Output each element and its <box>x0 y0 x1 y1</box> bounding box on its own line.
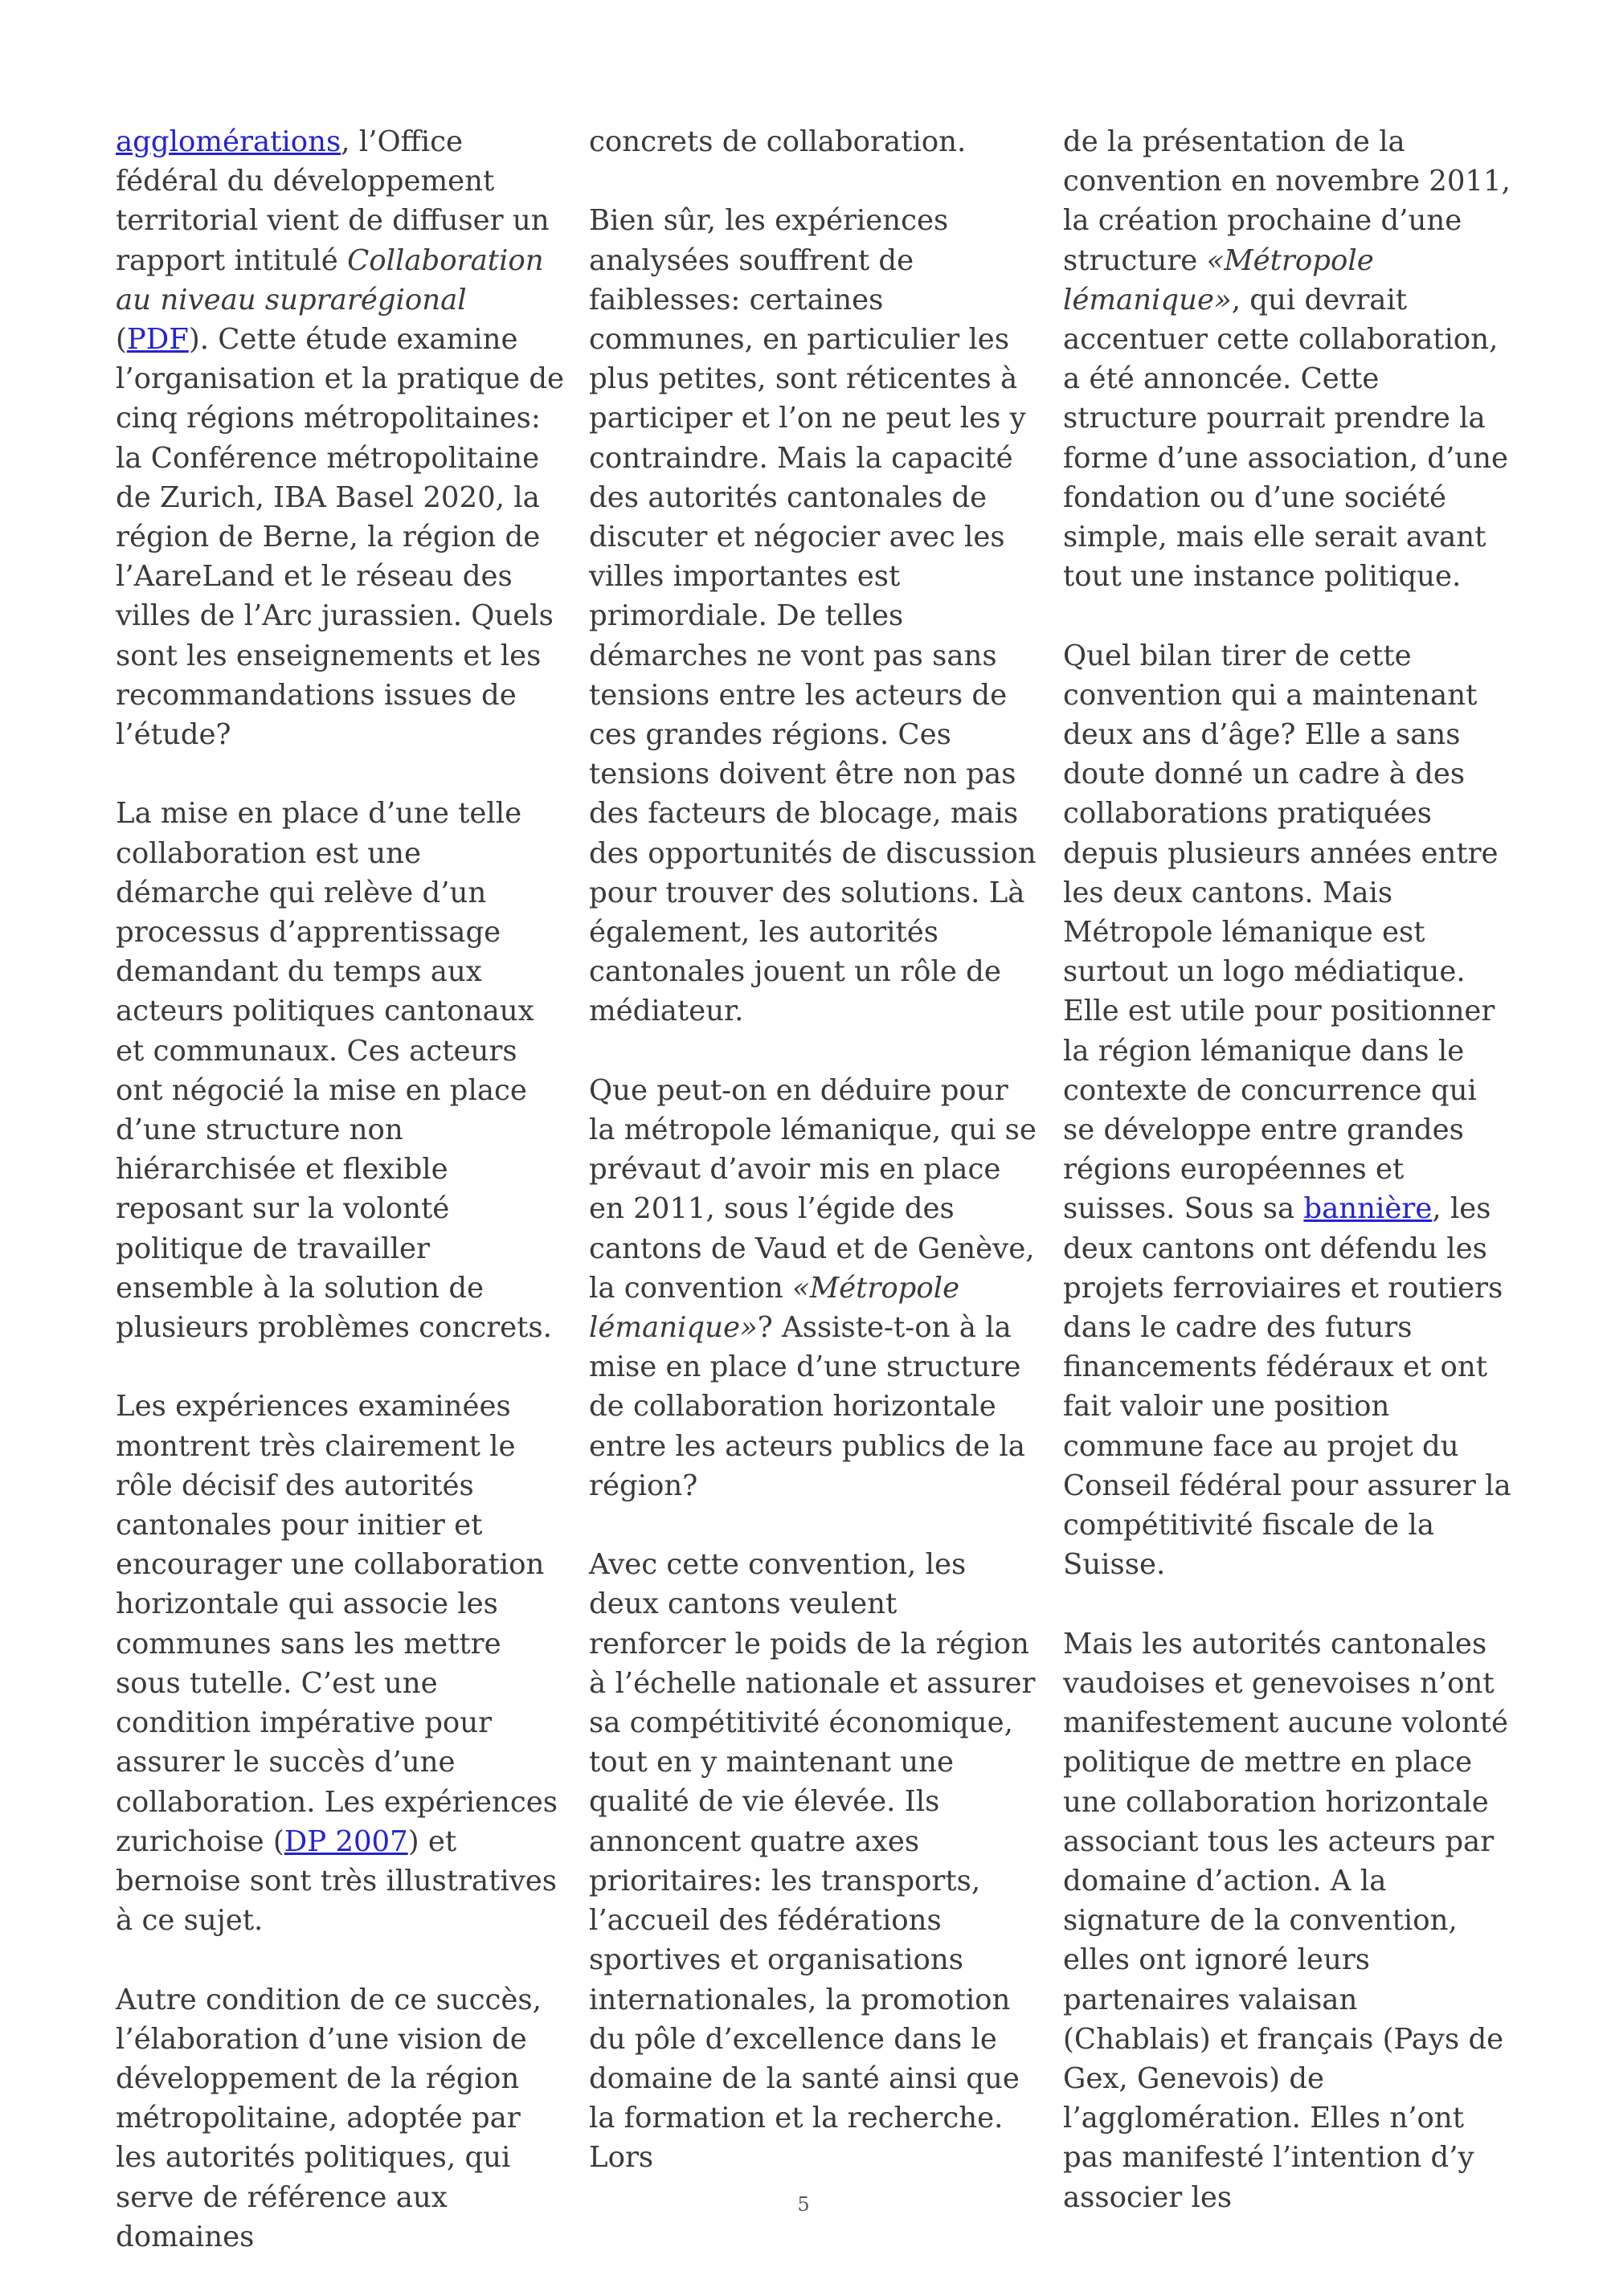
text-run: , qui devrait accentuer cette collaboration, a été annoncée. Cette structure pourrait prendre la forme d’une association, d’une fondation ou d’une société simple, mais elle serait avant tout une instance politique. <box>1063 283 1509 594</box>
text-run: , les deux cantons ont défendu les projets ferroviaires et routiers dans le cadre des futurs financements fédéraux et ont fait valoir une position commune face au projet du Conseil fédéral pour assurer la compétitivité fiscale de la Suisse. <box>1063 1192 1511 1582</box>
text-run: Bien sûr, les expériences analysées souffrent de faiblesses: certaines communes, en particulier les plus petites, sont réticentes à participer et l’on ne peut les y contraindre. Mais la capacité des autorités cantonales de discuter et négocier avec les villes importantes est primordiale. De telles démarches ne vont pas sans tensions entre les acteurs de ces grandes régions. Ces tensions doivent être non pas des facteurs de blocage, mais des opportunités de discussion pour trouver des solutions. Là également, les autorités cantonales jouent un rôle de médiateur. <box>589 204 1037 1028</box>
italic-text: «Métropole lémanique» <box>1063 243 1374 317</box>
paragraph <box>589 1071 1039 1505</box>
link[interactable]: bannière <box>1303 1192 1433 1226</box>
link[interactable]: agglomérations <box>116 125 341 158</box>
paragraph <box>589 122 1039 161</box>
text-run: Mais les autorités cantonales vaudoises et genevoises n’ont manifestement aucune volonté politique de mettre en place une collaboration horizontale associant tous les acteurs par domaine d’action. A la signature de la convention, elles ont ignoré leurs partenaires valaisan (Chablais) et français (Pays de Gex, Genevois) de l’agglomération. Elles n’ont pas manifesté l’intention d’y associer les <box>1063 1627 1508 2214</box>
link[interactable]: DP 2007 <box>284 1824 408 1858</box>
text-run: ( <box>116 323 127 357</box>
paragraph <box>1063 1624 1513 2217</box>
page-number: 5 <box>797 2193 810 2216</box>
text-run: ). Cette étude examine l’organisation et la pratique de cinq régions métropolitaines: la Conférence métropolitaine de Zurich, IBA Basel 2020, la région de Berne, la région de l’AareLand et le réseau des villes de l’Arc jurassien. Quels sont les enseignements et les recommandations issues de l’étude? <box>116 323 565 752</box>
text-run: , l’Office fédéral du développement territorial vient de diffuser un rapport intitulé <box>116 125 550 277</box>
paragraph <box>1063 636 1513 1585</box>
text-run: Les expériences examinées montrent très clairement le rôle décisif des autorités cantonales pour initier et encourager une collaboration horizontale qui associe les communes sans les mettre sous tutelle. C’est une condition impérative pour assurer le succès d’une collaboration. Les expériences zurichoise ( <box>116 1390 558 1858</box>
text-run: La mise en place d’une telle collaboration est une démarche qui relève d’un processus d’apprentissage demandant du temps aux acteurs politiques cantonaux et communaux. Ces acteurs ont négocié la mise en place d’une structure non hiérarchisée et flexible reposant sur la volonté politique de travailler ensemble à la solution de plusieurs problèmes concrets. <box>116 797 552 1345</box>
text-column-2 <box>589 122 1039 2217</box>
text-run: de la présentation de la convention en novembre 2011, la création prochaine d’une structure <box>1063 125 1511 277</box>
link[interactable]: PDF <box>126 323 189 357</box>
paragraph <box>1063 122 1513 596</box>
text-run: concrets de collaboration. <box>589 125 967 158</box>
italic-text: Collaboration au niveau suprarégional <box>116 243 544 317</box>
text-run: Avec cette convention, les deux cantons veulent renforcer le poids de la région à l’échelle nationale et assurer sa compétitivité économique, tout en y maintenant une qualité de vie élevée. Ils annoncent quatre axes prioritaires: les transports, l’accueil des fédérations sportives et organisations internationales, la promotion du pôle d’excellence dans le domaine de la santé ainsi que la formation et la recherche. Lors <box>589 1548 1036 2175</box>
text-run: Quel bilan tirer de cette convention qui a maintenant deux ans d’âge? Elle a sans doute donné un cadre à des collaborations pratiquées depuis plusieurs années entre les deux cantons. Mais Métropole lémanique est surtout un logo médiatique. Elle est utile pour positionner la région lémanique dans le contexte de concurrence qui se développe entre grandes régions européennes et suisses. Sous sa <box>1063 639 1499 1226</box>
paragraph <box>589 201 1039 1031</box>
paragraph <box>116 1387 566 1940</box>
paragraph <box>116 794 566 1347</box>
text-run: ? Assiste-t-on à la mise en place d’une structure de collaboration horizontale entre les acteurs publics de la région? <box>589 1311 1025 1502</box>
text-run: Autre condition de ce succès, l’élaboration d’une vision de développement de la région métropolitaine, adoptée par les autorités politiques, qui serve de référence aux domaines <box>116 1983 542 2253</box>
text-run: ) et bernoise sont très illustratives à ce sujet. <box>116 1824 558 1938</box>
paragraph <box>116 122 566 754</box>
text-column-1 <box>116 122 566 2296</box>
text-column-3 <box>1063 122 1513 2257</box>
text-run: Que peut-on en déduire pour la métropole lémanique, qui se prévaut d’avoir mis en place en 2011, sous l’égide des cantons de Vaud et de Genève, la convention <box>589 1073 1037 1305</box>
italic-text: «Métropole lémanique» <box>589 1271 960 1345</box>
paragraph <box>589 1545 1039 2177</box>
